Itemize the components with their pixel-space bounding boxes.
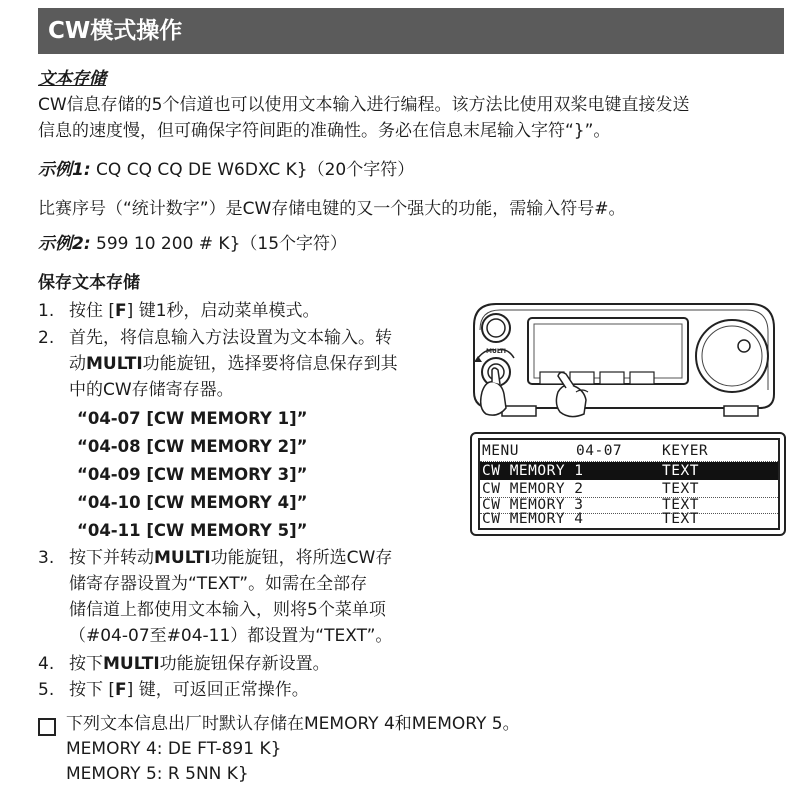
example-1 — [38, 157, 414, 183]
menu-row-3-name: CW MEMORY 3 — [482, 497, 584, 513]
step-3-line-2: 储寄存器设置为“TEXT”。如需在全部存 — [69, 574, 368, 594]
example-1-text: CQ CQ CQ DE W6DXC K}（20个字符） — [96, 160, 415, 180]
menu-row-2-name: CW MEMORY 2 — [482, 481, 584, 497]
step-1 — [69, 298, 320, 324]
step-3-text-a: 按下并转动 — [69, 548, 154, 568]
step-5-text-c: ] 键，可返回正常操作。 — [126, 680, 309, 700]
menu-header-number: 04-07 — [576, 443, 623, 459]
menu-row-selected — [480, 462, 778, 480]
example-2-text: 599 10 200 # K}（15个字符） — [96, 234, 348, 254]
step-1-text-c: ] 键1秒，启动菜单模式。 — [126, 301, 320, 321]
contest-number-line: 比赛序号（“统计数字”）是CW存储电键的又一个强大的功能，需输入符号#。 — [38, 199, 626, 219]
step-1-number: 1. — [38, 301, 55, 321]
radio-front-panel-illustration — [462, 296, 782, 420]
menu-row-4-name: CW MEMORY 4 — [482, 511, 584, 527]
radio-multi-label: MULTI — [486, 348, 506, 355]
memory-item-5: “04-11 [CW MEMORY 5]” — [77, 521, 308, 540]
menu-row — [480, 510, 778, 528]
section-title: CW模式操作 — [48, 18, 183, 44]
menu-display-lcd — [478, 438, 780, 530]
step-4-text-a: 按下 — [69, 654, 103, 674]
step-2-text-a: 动 — [69, 354, 86, 374]
step-5-number: 5. — [38, 680, 55, 700]
menu-row-2-value: TEXT — [662, 481, 699, 497]
menu-header-title: MENU — [482, 443, 519, 459]
memory-item-3: “04-09 [CW MEMORY 3]” — [77, 465, 308, 484]
save-heading: 保存文本存储 — [38, 273, 140, 293]
intro-line-1: CW信息存储的5个信道也可以使用文本输入进行编程。该方法比使用双桨电键直接发送 — [38, 95, 690, 115]
step-4-text-c: 功能旋钮保存新设置。 — [159, 654, 330, 674]
memory-item-1: “04-07 [CW MEMORY 1]” — [77, 409, 308, 428]
step-4 — [69, 651, 330, 677]
memory-item-2: “04-08 [CW MEMORY 2]” — [77, 437, 308, 456]
menu-row-4-value: TEXT — [662, 511, 699, 527]
step-2-number: 2. — [38, 328, 55, 348]
step-2-text-c: 功能旋钮，选择要将信息保存到其 — [142, 354, 398, 374]
note-line-1: 下列文本信息出厂时默认存储在MEMORY 4和MEMORY 5。 — [66, 714, 520, 734]
menu-row-3-value: TEXT — [662, 497, 699, 513]
step-2-line-1: 首先，将信息输入方法设置为文本输入。转 — [69, 328, 392, 348]
step-3-line-3: 储信道上都使用文本输入，则将5个菜单项 — [69, 600, 386, 620]
multi-knob-label-3: MULTI — [103, 654, 160, 674]
step-3-line-1 — [69, 545, 392, 571]
note-line-3: MEMORY 5: R 5NN K} — [66, 764, 249, 784]
note-line-2: MEMORY 4: DE FT-891 K} — [66, 739, 282, 759]
menu-row-1-name: CW MEMORY 1 — [482, 463, 584, 479]
menu-header-row — [480, 442, 778, 460]
example-1-label: 示例1: — [38, 160, 91, 180]
multi-knob-label: MULTI — [86, 354, 143, 374]
multi-knob-label-2: MULTI — [154, 548, 211, 568]
step-3-text-c: 功能旋钮，将所选CW存 — [210, 548, 393, 568]
step-3-line-4: （#04-07至#04-11）都设置为“TEXT”。 — [69, 626, 393, 646]
f-key-label: F — [115, 301, 127, 321]
menu-header-group: KEYER — [662, 443, 709, 459]
step-4-number: 4. — [38, 654, 55, 674]
note-checkbox-icon — [38, 718, 56, 736]
f-key-label-2: F — [115, 680, 127, 700]
menu-row-1-value: TEXT — [662, 463, 699, 479]
step-5 — [69, 677, 309, 703]
example-2-label: 示例2: — [38, 234, 91, 254]
step-5-text-a: 按下 [ — [69, 680, 116, 700]
step-2-line-3: 中的CW存储寄存器。 — [69, 380, 234, 400]
example-2 — [38, 231, 347, 257]
step-3-number: 3. — [38, 548, 55, 568]
memory-item-4: “04-10 [CW MEMORY 4]” — [77, 493, 308, 512]
text-memory-heading: 文本存储 — [38, 69, 106, 89]
intro-line-2: 信息的速度慢，但可确保字符间距的准确性。务必在信息末尾输入字符“}”。 — [38, 121, 611, 141]
step-1-text-a: 按住 [ — [69, 301, 116, 321]
step-2-line-2 — [69, 351, 398, 377]
